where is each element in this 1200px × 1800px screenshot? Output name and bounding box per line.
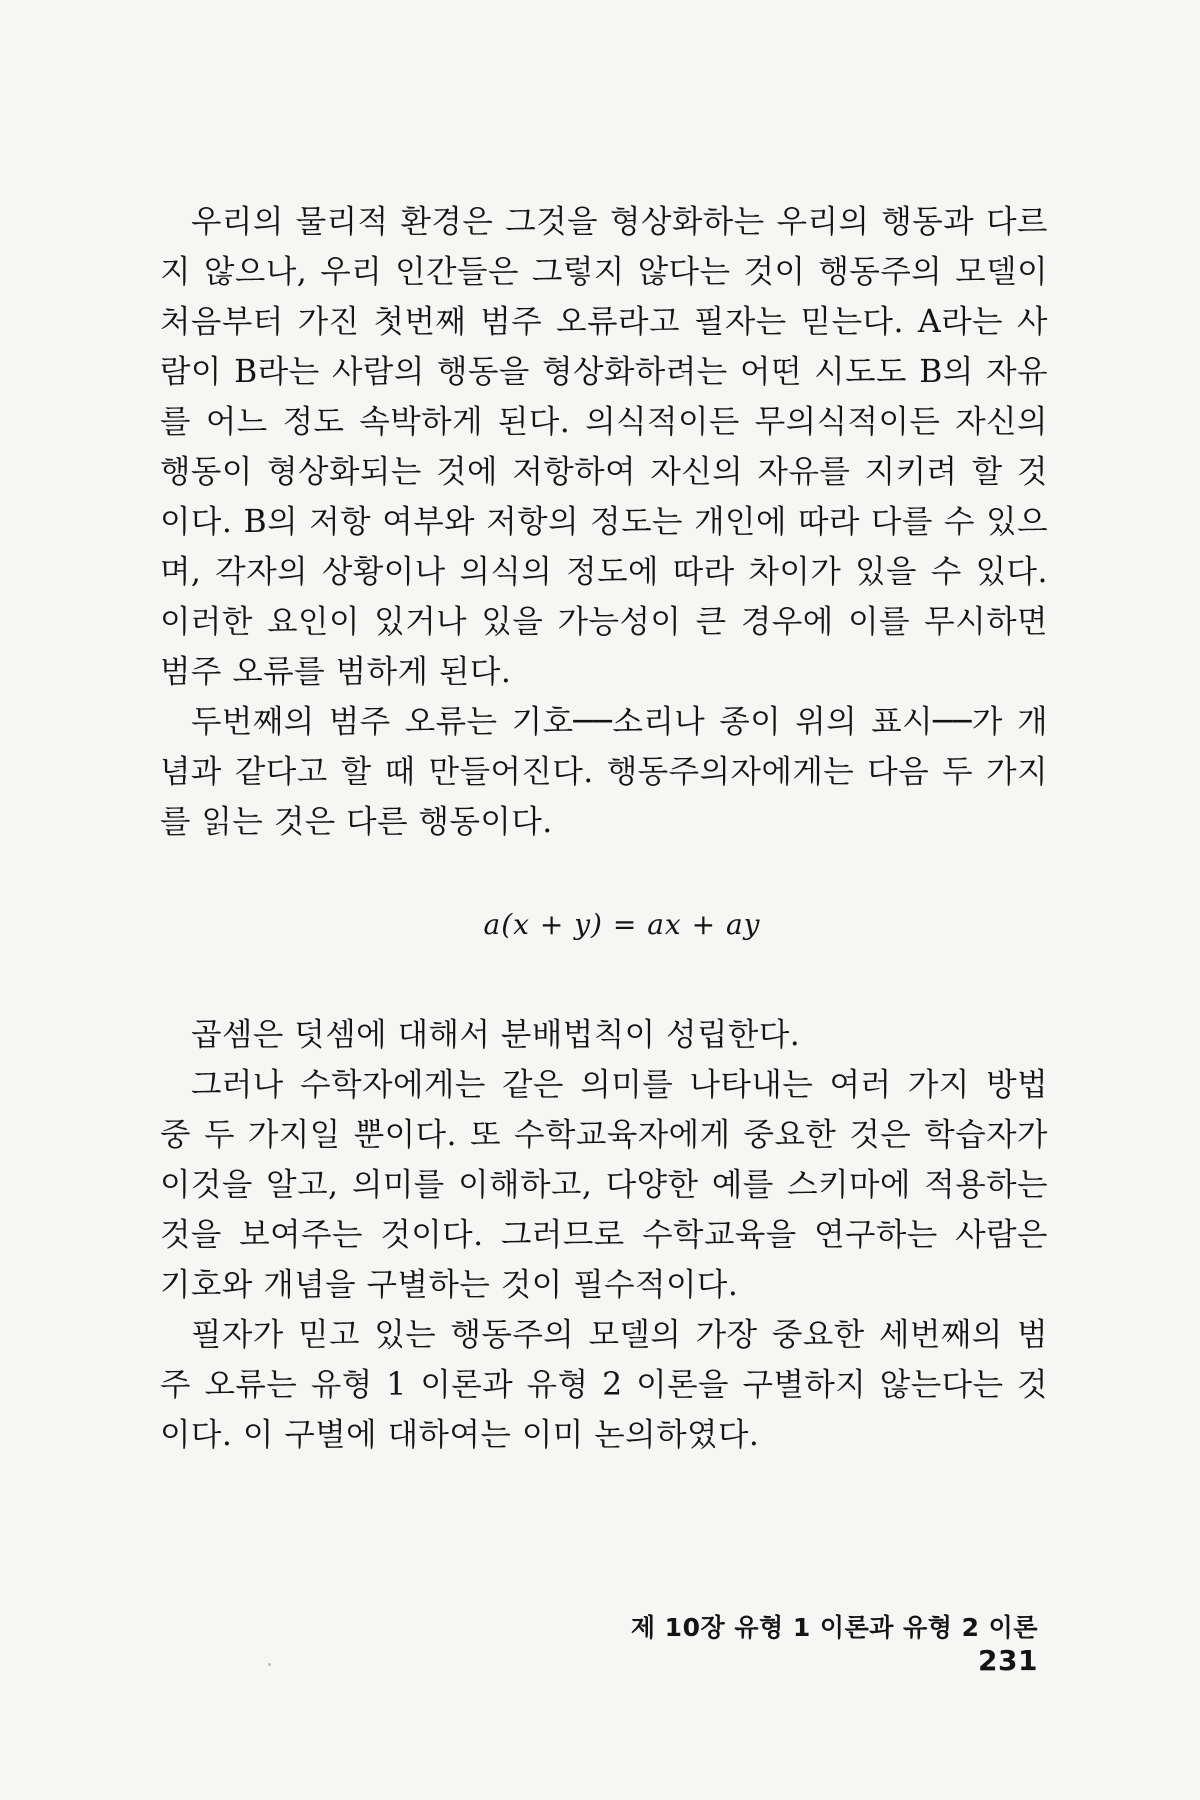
paragraph-mathematician-view: 그러나 수학자에게는 같은 의미를 나타내는 여러 가지 방법 중 두 가지일 뿐이다. 또 수학교육자에게 중요한 것은 학습자가 이것을 알고, 의미를 이해하고, 다양한 예를 스키마에 적용하는 것을 보여주는 것이다. 그러므로 수학교육을 연구하는 사람은 기호와 개념을 구별하는 것이 필수적이다.	[160, 1067, 1049, 1303]
page-number: 231	[978, 1644, 1038, 1677]
distributive-law-formula	[0, 908, 1200, 941]
paragraph-first-category-error: 우리의 물리적 환경은 그것을 형상화하는 우리의 행동과 다르지 않으나, 우리 인간들은 그렇지 않다는 것이 행동주의 모델이 처음부터 가진 첫번째 범주 오류라고 필자는 믿는다. A라는 사람이 B라는 사람의 행동을 형상화하려는 어떤 시도도 B의 자유를 어느 정도 속박하게 된다. 의식적이든 무의식적이든 자신의 행동이 형상화되는 것에 저항하여 자신의 자유를 지키려 할 것이다. B의 저항 여부와 저항의 정도는 개인에 따라 다를 수 있으며, 각자의 상황이나 의식의 정도에 따라 차이가 있을 수 있다. 이러한 요인이 있거나 있을 가능성이 큰 경우에 이를 무시하면 범주 오류를 범하게 된다.	[160, 204, 1048, 690]
scan-speck	[268, 1663, 271, 1666]
page-footer	[578, 1608, 1038, 1677]
paragraph-third-category-error: 필자가 믿고 있는 행동주의 모델의 가장 중요한 세번째의 범주 오류는 유형 1 이론과 유형 2 이론을 구별하지 않는다는 것이다. 이 구별에 대하여는 이미 논의하였다.	[160, 1317, 1048, 1453]
paragraph-second-category-error: 두번째의 범주 오류는 기호──소리나 종이 위의 표시──가 개념과 같다고 할 때 만들어진다. 행동주의자에게는 다음 두 가지를 읽는 것은 다른 행동이다.	[160, 704, 1048, 840]
body-text-top	[160, 197, 1048, 847]
formula-text: a(x + y) = ax + ay	[483, 908, 761, 941]
body-text-bottom	[160, 1010, 1048, 1460]
paragraph-distributive-law: 곱셈은 덧셈에 대해서 분배법칙이 성립한다.	[191, 1017, 801, 1053]
running-head: 제 10장 유형 1 이론과 유형 2 이론	[630, 1613, 1038, 1642]
